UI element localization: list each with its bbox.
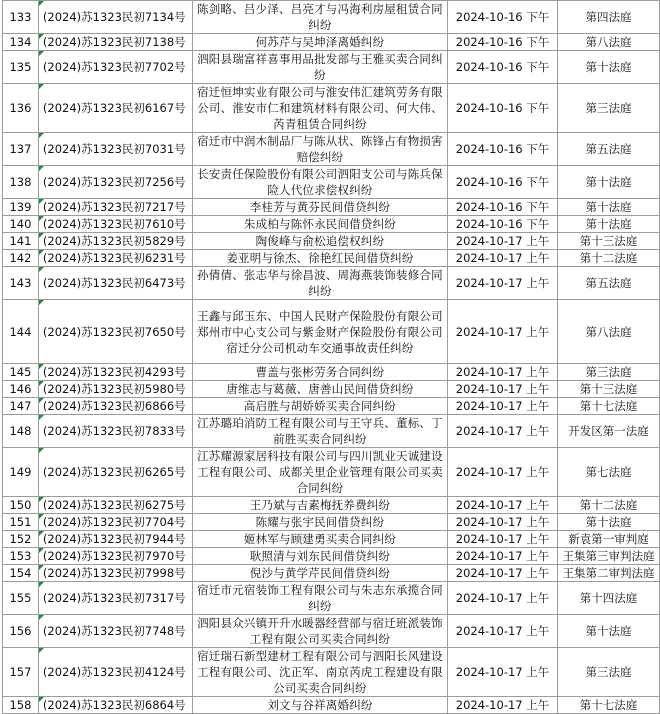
courtroom-cell[interactable]: 新袁第一审判庭 [558, 531, 660, 548]
row-number-cell[interactable]: 148 [3, 415, 39, 448]
hearing-time-cell[interactable]: 2024-10-17 上午 [448, 531, 558, 548]
row-number-cell[interactable]: 154 [3, 565, 39, 582]
case-number-text: (2024)苏1323民初7610号 [42, 217, 186, 231]
case-number-cell[interactable] [38, 582, 192, 615]
cell-comment-marker [39, 415, 44, 420]
case-number-cell[interactable] [38, 381, 192, 398]
table-row [3, 166, 660, 199]
cell-comment-marker [39, 216, 44, 221]
courtroom-cell[interactable]: 第十法庭 [558, 199, 660, 216]
cell-comment-marker [39, 133, 44, 138]
case-number-cell[interactable] [38, 615, 192, 648]
case-cause-cell[interactable]: 泗阳县众兴镇开升水暖器经营部与宿迁班派装饰工程有限公司买卖合同纠纷 [192, 615, 447, 648]
hearing-time-cell[interactable]: 2024-10-17 上午 [448, 381, 558, 398]
case-number-text: (2024)苏1323民初6231号 [42, 251, 186, 265]
table-row [3, 233, 660, 250]
table-row [3, 250, 660, 267]
courtroom-cell[interactable]: 第十法庭 [558, 166, 660, 199]
case-number-cell[interactable] [38, 364, 192, 381]
courtroom-cell[interactable]: 第十二法庭 [558, 497, 660, 514]
row-number-cell[interactable]: 142 [3, 250, 39, 267]
case-cause-cell[interactable]: 陈耀与张宇民间借贷纠纷 [192, 514, 447, 531]
case-cause-cell[interactable]: 王乃斌与吉素梅抚养费纠纷 [192, 497, 447, 514]
cell-comment-marker [39, 398, 44, 403]
courtroom-cell[interactable]: 第十七法庭 [558, 697, 660, 714]
table-row [3, 51, 660, 84]
hearing-time-cell[interactable]: 2024-10-17 上午 [448, 514, 558, 531]
case-number-cell[interactable] [38, 514, 192, 531]
case-number-cell[interactable] [38, 233, 192, 250]
hearing-time-cell[interactable]: 2024-10-16 下午 [448, 166, 558, 199]
hearing-schedule-table [2, 0, 660, 714]
case-cause-cell[interactable]: 姜亚明与徐杰、徐艳红民间借贷纠纷 [192, 250, 447, 267]
case-cause-cell[interactable]: 孙倩倩、张志华与徐昌波、周海燕装饰装修合同纠纷 [192, 267, 447, 300]
row-number-cell[interactable]: 139 [3, 199, 39, 216]
hearing-time-cell[interactable]: 2024-10-17 上午 [448, 448, 558, 497]
row-number-cell[interactable]: 141 [3, 233, 39, 250]
courtroom-cell[interactable]: 第四法庭 [558, 1, 660, 34]
case-number-text: (2024)苏1323民初7833号 [42, 424, 186, 438]
hearing-time-cell[interactable]: 2024-10-17 上午 [448, 415, 558, 448]
table-row [3, 364, 660, 381]
hearing-time-cell[interactable]: 2024-10-16 下午 [448, 216, 558, 233]
case-number-text: (2024)苏1323民初7217号 [42, 200, 186, 214]
case-number-cell[interactable] [38, 51, 192, 84]
case-number-text: (2024)苏1323民初4293号 [42, 365, 186, 379]
hearing-time-cell[interactable]: 2024-10-17 上午 [448, 250, 558, 267]
courtroom-cell[interactable]: 第十四法庭 [558, 582, 660, 615]
case-cause-cell[interactable]: 泗阳县瑞富祥喜事用品批发部与王雅买卖合同纠纷 [192, 51, 447, 84]
case-number-text: (2024)苏1323民初7650号 [42, 324, 186, 339]
case-cause-cell[interactable]: 李桂芳与黄芬民间借贷纠纷 [192, 199, 447, 216]
case-number-cell[interactable] [38, 34, 192, 51]
courtroom-cell[interactable]: 第三法庭 [558, 84, 660, 133]
case-number-text: (2024)苏1323民初6275号 [42, 498, 186, 512]
row-number-cell[interactable]: 145 [3, 364, 39, 381]
courtroom-cell[interactable]: 第十法庭 [558, 51, 660, 84]
table-row [3, 615, 660, 648]
hearing-time-cell[interactable]: 2024-10-17 上午 [448, 300, 558, 364]
cell-comment-marker [39, 267, 44, 272]
case-number-cell[interactable] [38, 84, 192, 133]
case-cause-cell[interactable]: 曹盖与张彬劳务合同纠纷 [192, 364, 447, 381]
row-number-cell[interactable]: 149 [3, 448, 39, 497]
cell-comment-marker [39, 233, 44, 238]
row-number-cell[interactable]: 138 [3, 166, 39, 199]
case-cause-cell[interactable]: 唐维志与葛薇、唐善山民间借贷纠纷 [192, 381, 447, 398]
case-number-text: (2024)苏1323民初6864号 [42, 698, 186, 712]
cell-comment-marker [39, 250, 44, 255]
case-number-text: (2024)苏1323民初7031号 [42, 142, 186, 156]
row-number-cell[interactable]: 136 [3, 84, 39, 133]
case-number-cell[interactable] [38, 199, 192, 216]
case-number-text: (2024)苏1323民初7748号 [42, 624, 186, 638]
case-number-cell[interactable] [38, 531, 192, 548]
courtroom-cell[interactable]: 第三法庭 [558, 364, 660, 381]
case-number-cell[interactable] [38, 448, 192, 497]
courtroom-cell[interactable]: 第五法庭 [558, 267, 660, 300]
courtroom-cell[interactable]: 第三法庭 [558, 648, 660, 697]
table-row [3, 34, 660, 51]
cell-comment-marker [39, 497, 44, 502]
case-number-text: (2024)苏1323民初7998号 [42, 566, 186, 580]
case-number-cell[interactable] [38, 565, 192, 582]
courtroom-cell[interactable]: 第十三法庭 [558, 381, 660, 398]
cell-comment-marker [39, 531, 44, 536]
row-number-cell[interactable]: 140 [3, 216, 39, 233]
row-number-cell[interactable]: 133 [3, 1, 39, 34]
courtroom-cell[interactable]: 第八法庭 [558, 300, 660, 364]
hearing-time-cell[interactable]: 2024-10-16 下午 [448, 1, 558, 34]
table-row [3, 1, 660, 34]
cell-comment-marker [39, 364, 44, 369]
cell-comment-marker [39, 697, 44, 702]
row-number-cell[interactable]: 147 [3, 398, 39, 415]
cell-comment-marker [39, 648, 44, 653]
hearing-time-cell[interactable]: 2024-10-16 下午 [448, 84, 558, 133]
case-number-cell[interactable] [38, 166, 192, 199]
cell-comment-marker [39, 565, 44, 570]
courtroom-cell[interactable]: 第十三法庭 [558, 233, 660, 250]
hearing-time-cell[interactable]: 2024-10-17 上午 [448, 548, 558, 565]
row-number-cell[interactable]: 150 [3, 497, 39, 514]
row-number-cell[interactable]: 153 [3, 548, 39, 565]
case-cause-cell[interactable]: 长安责任保险股份有限公司泗阳支公司与陈兵保险人代位求偿权纠纷 [192, 166, 447, 199]
courtroom-cell[interactable]: 第五法庭 [558, 133, 660, 166]
table-row [3, 565, 660, 582]
courtroom-cell[interactable]: 第十法庭 [558, 514, 660, 531]
case-number-cell[interactable] [38, 267, 192, 300]
case-number-cell[interactable] [38, 1, 192, 34]
table-row [3, 199, 660, 216]
row-number-cell[interactable]: 152 [3, 531, 39, 548]
case-number-text: (2024)苏1323民初5829号 [42, 234, 186, 248]
hearing-time-cell[interactable]: 2024-10-17 上午 [448, 233, 558, 250]
case-number-cell[interactable] [38, 398, 192, 415]
row-number-cell[interactable]: 134 [3, 34, 39, 51]
table-row [3, 84, 660, 133]
hearing-time-cell[interactable]: 2024-10-17 上午 [448, 497, 558, 514]
hearing-time-cell[interactable]: 2024-10-17 上午 [448, 364, 558, 381]
hearing-time-cell[interactable]: 2024-10-16 下午 [448, 133, 558, 166]
cell-comment-marker [39, 514, 44, 519]
cell-comment-marker [39, 582, 44, 587]
case-number-text: (2024)苏1323民初7944号 [42, 532, 186, 546]
courtroom-cell[interactable]: 第八法庭 [558, 34, 660, 51]
courtroom-cell[interactable]: 第十法庭 [558, 615, 660, 648]
table-row [3, 133, 660, 166]
row-number-cell[interactable]: 155 [3, 582, 39, 615]
table-row [3, 398, 660, 415]
case-cause-cell[interactable]: 宿迁市元宿装饰工程有限公司与朱志东承揽合同纠纷 [192, 582, 447, 615]
cell-comment-marker [39, 34, 44, 39]
case-cause-cell[interactable]: 高启胜与胡娇娇买卖合同纠纷 [192, 398, 447, 415]
case-cause-cell[interactable]: 何苏芹与吴坤泽离婚纠纷 [192, 34, 447, 51]
hearing-time-cell[interactable]: 2024-10-17 上午 [448, 615, 558, 648]
cell-comment-marker [39, 615, 44, 620]
table-row [3, 648, 660, 697]
hearing-time-cell[interactable]: 2024-10-16 下午 [448, 51, 558, 84]
courtroom-cell[interactable]: 第十七法庭 [558, 398, 660, 415]
row-number-cell[interactable]: 143 [3, 267, 39, 300]
case-number-cell[interactable] [38, 216, 192, 233]
hearing-time-cell[interactable]: 2024-10-17 上午 [448, 582, 558, 615]
case-number-text: (2024)苏1323民初5980号 [42, 382, 186, 396]
cell-comment-marker [39, 300, 44, 305]
table-row [3, 514, 660, 531]
case-number-cell[interactable] [38, 548, 192, 565]
case-cause-cell[interactable]: 陶俊峰与俞松追偿权纠纷 [192, 233, 447, 250]
hearing-time-cell[interactable]: 2024-10-16 下午 [448, 34, 558, 51]
case-number-cell[interactable] [38, 697, 192, 714]
row-number-cell[interactable]: 137 [3, 133, 39, 166]
table-row [3, 300, 660, 364]
case-cause-cell[interactable]: 倪沙与黄学芹民间借贷纠纷 [192, 565, 447, 582]
table-row [3, 497, 660, 514]
table-row [3, 381, 660, 398]
case-number-text: (2024)苏1323民初6167号 [42, 101, 186, 115]
cell-comment-marker [39, 84, 44, 89]
case-cause-cell[interactable]: 王鑫与邱玉东、中国人民财产保险股份有限公司郑州市中心支公司与紫金财产保险股份有限公司宿迁分公司机动车交通事故责任纠纷 [192, 300, 447, 364]
hearing-time-cell[interactable]: 2024-10-17 上午 [448, 697, 558, 714]
row-number-cell[interactable]: 156 [3, 615, 39, 648]
cell-comment-marker [39, 548, 44, 553]
hearing-time-cell[interactable]: 2024-10-17 上午 [448, 648, 558, 697]
table-row [3, 267, 660, 300]
case-number-cell[interactable] [38, 250, 192, 267]
table-row [3, 415, 660, 448]
case-number-text: (2024)苏1323民初7317号 [42, 591, 186, 605]
case-cause-cell[interactable]: 姬林军与顾建勇买卖合同纠纷 [192, 531, 447, 548]
row-number-cell[interactable]: 135 [3, 51, 39, 84]
case-number-text: (2024)苏1323民初7702号 [42, 60, 186, 74]
hearing-time-cell[interactable]: 2024-10-16 下午 [448, 199, 558, 216]
cell-comment-marker [39, 199, 44, 204]
case-cause-cell[interactable]: 陈剑略、吕少泽、吕亮才与冯海利房屋租赁合同纠纷 [192, 1, 447, 34]
row-number-cell[interactable]: 151 [3, 514, 39, 531]
case-number-text: (2024)苏1323民初6265号 [42, 465, 186, 479]
case-number-text: (2024)苏1323民初7134号 [42, 10, 186, 24]
hearing-time-cell[interactable]: 2024-10-17 上午 [448, 398, 558, 415]
courtroom-cell[interactable]: 第十二法庭 [558, 250, 660, 267]
hearing-time-cell[interactable]: 2024-10-17 上午 [448, 267, 558, 300]
cell-comment-marker [39, 166, 44, 171]
table-row [3, 582, 660, 615]
table-body [3, 1, 660, 714]
courtroom-cell[interactable]: 王集第三审判法庭 [558, 548, 660, 565]
case-cause-cell[interactable]: 朱成柏与陈怀永民间借贷纠纷 [192, 216, 447, 233]
table-row [3, 216, 660, 233]
cell-comment-marker [39, 381, 44, 386]
case-number-text: (2024)苏1323民初7970号 [42, 549, 186, 563]
case-cause-cell[interactable]: 江苏耀源家居科技有限公司与四川凯业天诚建设工程有限公司、成都关里企业管理有限公司买卖合同纠纷 [192, 448, 447, 497]
case-cause-cell[interactable]: 宿迁恒坤实业有限公司与淮安伟汇建筑劳务有限公司、淮安市仁和建筑材料有限公司、何大伟、芮青租赁合同纠纷 [192, 84, 447, 133]
row-number-cell[interactable]: 146 [3, 381, 39, 398]
cell-comment-marker [39, 448, 44, 453]
cell-comment-marker [39, 1, 44, 6]
case-number-text: (2024)苏1323民初7256号 [42, 175, 186, 189]
courtroom-cell[interactable]: 第七法庭 [558, 448, 660, 497]
case-number-cell[interactable] [38, 648, 192, 697]
case-cause-cell[interactable]: 宿迁市中润木制品厂与陈从状、陈锋占有物损害赔偿纠纷 [192, 133, 447, 166]
case-cause-cell[interactable]: 刘文与谷祥离婚纠纷 [192, 697, 447, 714]
case-number-text: (2024)苏1323民初6866号 [42, 399, 186, 413]
case-number-cell[interactable] [38, 497, 192, 514]
row-number-cell[interactable]: 157 [3, 648, 39, 697]
row-number-cell[interactable]: 144 [3, 300, 39, 364]
table-row [3, 548, 660, 565]
courtroom-cell[interactable]: 开发区第一法庭 [558, 415, 660, 448]
case-number-text: (2024)苏1323民初6473号 [42, 276, 186, 290]
case-number-text: (2024)苏1323民初7138号 [42, 35, 186, 49]
case-number-cell[interactable] [38, 133, 192, 166]
cell-comment-marker [39, 51, 44, 56]
case-number-text: (2024)苏1323民初7704号 [42, 515, 186, 529]
case-cause-cell[interactable]: 耿照清与刘东民间借贷纠纷 [192, 548, 447, 565]
case-number-cell[interactable] [38, 300, 192, 364]
case-number-cell[interactable] [38, 415, 192, 448]
hearing-time-cell[interactable]: 2024-10-17 上午 [448, 565, 558, 582]
row-number-cell[interactable]: 158 [3, 697, 39, 714]
case-cause-cell[interactable]: 宿迁瑞石新型建材工程有限公司与泗阳长风建设工程有限公司、沈正军、南京芮虎工程建设有限公司买卖合同纠纷 [192, 648, 447, 697]
table-row [3, 531, 660, 548]
table-row [3, 448, 660, 497]
courtroom-cell[interactable]: 第十法庭 [558, 216, 660, 233]
courtroom-cell[interactable]: 王集第二审判法庭 [558, 565, 660, 582]
table-row [3, 697, 660, 714]
case-cause-cell[interactable]: 江苏璐珀消防工程有限公司与王守兵、董标、丁前胜买卖合同纠纷 [192, 415, 447, 448]
case-number-text: (2024)苏1323民初4124号 [42, 665, 186, 679]
